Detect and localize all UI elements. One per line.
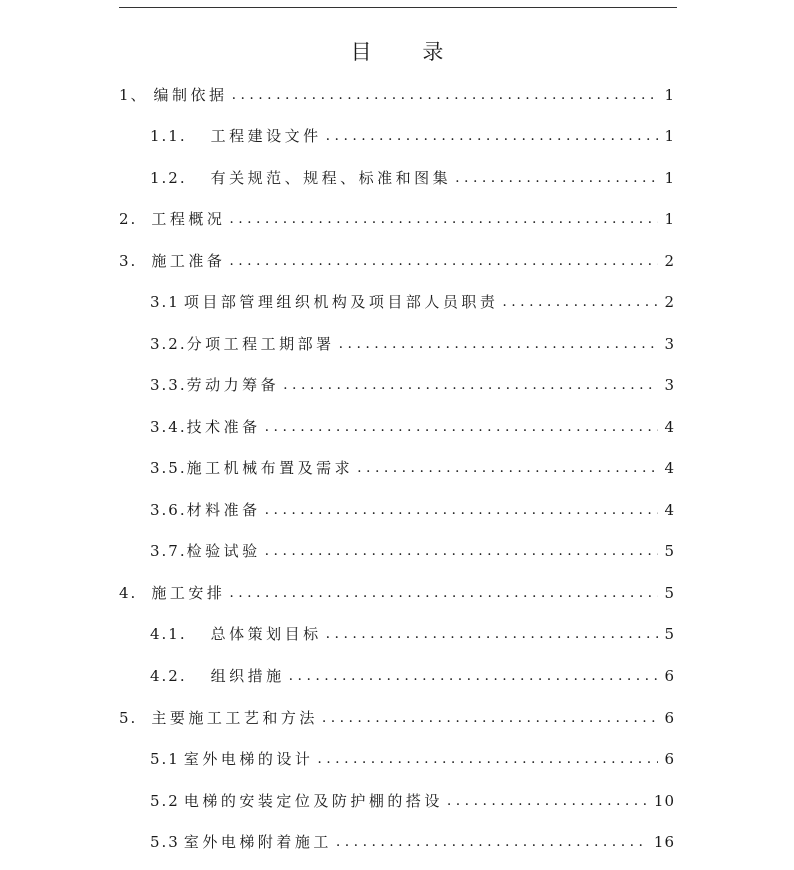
toc-entry-text: 电梯的安装定位及防护棚的搭设 xyxy=(183,792,443,810)
toc-entry-text: 工程建设文件 xyxy=(210,127,322,145)
toc-dot-leader xyxy=(283,373,658,397)
toc-entry-number: 3. xyxy=(119,252,138,270)
toc-entry-text: 项目部管理组织机构及项目部人员职责 xyxy=(183,293,499,311)
toc-entry-page: 3 xyxy=(664,376,675,394)
toc-entry-5-3[interactable] xyxy=(150,830,675,854)
toc-entry-3-3[interactable] xyxy=(150,373,675,397)
toc-entry-text: 室外电梯的设计 xyxy=(183,750,314,768)
toc-entry-page: 4 xyxy=(664,501,675,519)
toc-entry-number: 4. xyxy=(119,584,138,602)
toc-entry-page: 5 xyxy=(664,625,675,643)
toc-entry-text: 工程概况 xyxy=(151,210,226,228)
toc-entry-page: 6 xyxy=(664,750,675,768)
toc-entry-number: 4.1. xyxy=(150,625,187,643)
toc-entry-3-2[interactable] xyxy=(150,332,675,356)
toc-entry-text: 施工准备 xyxy=(151,252,226,270)
toc-dot-leader xyxy=(502,290,658,314)
toc-entry-page: 1 xyxy=(664,86,675,104)
toc-dot-leader xyxy=(317,747,658,771)
toc-entry-3-5[interactable] xyxy=(150,456,675,480)
toc-entry-5-1[interactable] xyxy=(150,747,675,771)
toc-dot-leader xyxy=(289,664,659,688)
toc-entry-page: 4 xyxy=(664,459,675,477)
toc-entry-page: 3 xyxy=(664,335,675,353)
toc-entry-page: 4 xyxy=(664,418,675,436)
toc-entry-2[interactable] xyxy=(119,207,675,231)
toc-entry-text: 施工机械布置及需求 xyxy=(186,459,354,477)
toc-entry-number: 2. xyxy=(119,210,138,228)
toc-dot-leader xyxy=(229,207,658,231)
toc-dot-leader xyxy=(265,498,659,522)
toc-dot-leader xyxy=(322,706,659,730)
toc-entry-1-2[interactable] xyxy=(150,166,675,190)
toc-entry-text: 主要施工工艺和方法 xyxy=(151,709,318,727)
toc-entry-3-4[interactable] xyxy=(150,415,675,439)
toc-entry-text: 材料准备 xyxy=(186,501,261,519)
toc-entry-number: 3.6. xyxy=(150,501,187,519)
toc-entry-text: 总体策划目标 xyxy=(210,625,322,643)
toc-dot-leader xyxy=(455,166,658,190)
toc-entry-number: 1、 xyxy=(119,86,148,104)
toc-entry-number: 3.7. xyxy=(150,542,187,560)
toc-dot-leader xyxy=(265,415,659,439)
toc-entry-number: 1.2. xyxy=(150,169,187,187)
toc-title: 目 录 xyxy=(350,40,466,64)
toc-entry-number: 3.5. xyxy=(150,459,187,477)
toc-dot-leader xyxy=(326,622,659,646)
toc-entry-4-1[interactable] xyxy=(150,622,675,646)
toc-entry-page: 6 xyxy=(664,667,675,685)
toc-entry-5[interactable] xyxy=(119,706,675,730)
toc-dot-leader xyxy=(265,539,659,563)
toc-entry-text: 分项工程工期部署 xyxy=(186,335,335,353)
toc-entry-text: 施工安排 xyxy=(151,584,226,602)
toc-entry-3[interactable] xyxy=(119,249,675,273)
toc-entry-number: 5.2 xyxy=(150,792,180,810)
toc-entry-number: 3.3. xyxy=(150,376,187,394)
toc-entry-text: 编制依据 xyxy=(153,86,228,104)
toc-entry-4[interactable] xyxy=(119,581,675,605)
toc-dot-leader xyxy=(339,332,659,356)
toc-entry-number: 3.2. xyxy=(150,335,187,353)
toc-entry-page: 1 xyxy=(664,169,675,187)
toc-entry-page: 2 xyxy=(664,252,675,270)
toc-entry-4-2[interactable] xyxy=(150,664,675,688)
toc-entry-text: 室外电梯附着施工 xyxy=(183,833,332,851)
toc-entry-page: 16 xyxy=(653,833,675,851)
toc-entry-3-1[interactable] xyxy=(150,290,675,314)
toc-dot-leader xyxy=(326,124,659,148)
toc-entry-5-2[interactable] xyxy=(150,789,675,813)
toc-entry-page: 5 xyxy=(664,542,675,560)
toc-dot-leader xyxy=(229,581,658,605)
toc-dot-leader xyxy=(447,789,648,813)
toc-entry-number: 4.2. xyxy=(150,667,187,685)
toc-entry-number: 3.1 xyxy=(150,293,180,311)
toc-entry-page: 6 xyxy=(664,709,675,727)
toc-entry-1[interactable] xyxy=(119,83,675,107)
toc-entry-3-7[interactable] xyxy=(150,539,675,563)
toc-dot-leader xyxy=(336,830,648,854)
toc-entry-text: 有关规范、规程、标准和图集 xyxy=(210,169,452,187)
toc-dot-leader xyxy=(232,83,659,107)
toc-entry-page: 1 xyxy=(664,127,675,145)
toc-entry-text: 技术准备 xyxy=(186,418,261,436)
toc-entry-number: 5. xyxy=(119,709,138,727)
toc-dot-leader xyxy=(229,249,658,273)
toc-dot-leader xyxy=(357,456,658,480)
toc-entry-page: 10 xyxy=(653,792,675,810)
toc-entry-number: 5.1 xyxy=(150,750,180,768)
toc-entry-text: 检验试验 xyxy=(186,542,261,560)
toc-entry-page: 2 xyxy=(664,293,675,311)
toc-entry-text: 组织措施 xyxy=(210,667,285,685)
toc-entry-page: 1 xyxy=(664,210,675,228)
toc-entry-1-1[interactable] xyxy=(150,124,675,148)
toc-entry-3-6[interactable] xyxy=(150,498,675,522)
toc-entry-number: 3.4. xyxy=(150,418,187,436)
toc-entry-text: 劳动力筹备 xyxy=(186,376,280,394)
toc-entry-number: 1.1. xyxy=(150,127,187,145)
toc-entry-page: 5 xyxy=(664,584,675,602)
toc-entry-number: 5.3 xyxy=(150,833,180,851)
